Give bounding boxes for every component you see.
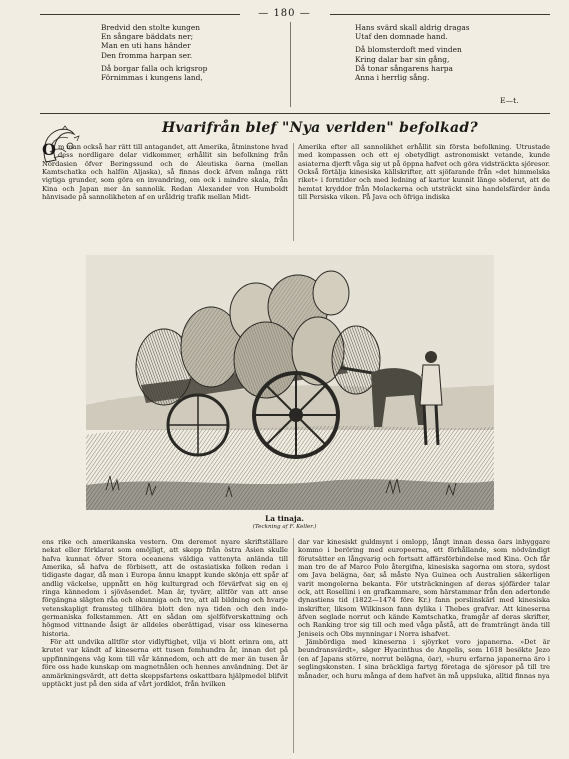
column-divider: [293, 538, 294, 753]
poem-signature: E—t.: [500, 96, 519, 105]
header-rule-left: [40, 14, 240, 15]
poem-line: Anna i herrlig sång.: [355, 73, 430, 83]
paragraph-text: m man också har rätt till antagandet, att Amerika, åtminstone hvad dess nordligare delar vidkommer, erhållit sin befolkning från Nordasien öfver Beringssund och de Aleutiska öarna (mellan Kamtschatka och halfön Aljaska), så finnas dock äfven många rätt vigtiga grunder, som göra en invandring, om ock i mindre skala, från Kina och Japan mer än sannolik. Redan Alexander von Humboldt hänvisade på sannolikheten af en uråldrig trafik mellan Midt-: [42, 143, 288, 202]
poem-line: Hans svärd skall aldrig dragas: [355, 23, 470, 32]
poem-line: Då tonar sångarens harpa: [355, 63, 453, 73]
poem-stanza: [101, 23, 207, 60]
poem-line: Då borgar falla och krigsrop: [101, 63, 208, 73]
poem-stanza: [355, 23, 470, 41]
header-rule-right: [330, 14, 550, 15]
poem-line: Kring dalar bar sin gång,: [355, 54, 450, 64]
paragraph: Amerika efter all sannolikhet erhållit sin första befolkning. Utrustade med kompassen och ett ej obetydligt astronomiskt vetande, kunde asiaterna djerft våga sig ut på öppna hafvet och göra vidsträckta sjöresor. Också förtälja kinesiska källskrifter, att sjöfarande från »det himmelska riket» i forntider och med ledning af kartor kunnit länge söderut, att de hemtat kryddor från Molackerna och utsträckt sina handelsfärder ända till Persiska viken. På Java och öfriga indiska: [298, 143, 550, 202]
poem-line: Den fromma harpan ser.: [101, 50, 193, 60]
oxcart-illustration: [86, 255, 494, 510]
poem-line: Då blomsterdoft med vinden: [355, 45, 462, 55]
poem-divider: [290, 22, 291, 107]
paragraph: För att undvika alltför stor vidlyftighet, vilja vi blott erinra om, att krutet var kändt af kineserna ett tusen femhundra år, innan det på uppfinningens väg kom till vår kännedom, och att de mer än tusen år före oss hade kunskap om magnetnålen och hennes användning. Det är anmärkningsvärdt, att detta skeppsfartens oskattbara hjälpmedel blifvit upptäckt just på den sida af vårt jordklot, från hvilken: [42, 638, 288, 688]
lower-right-column: [298, 538, 550, 680]
paragraph: Jämbördiga med kineserna i sjöyrket voro japanerna. »Det är beundransvärdt», säger Hyacinthus de Angelis, som 1618 besökte Jezo (en af Japans större, norrut belägna, öar), »huru erfarna japanerna äro i seglingskonsten. I sina bräckliga fartyg företaga de sjöresor på till tre månader, och huru många af dem hafvet än må uppslukа, alltid finnas nya: [298, 638, 550, 680]
poem-stanza: [101, 64, 207, 82]
poem-line: En sångare bäddats ner;: [101, 32, 194, 42]
poem-stanza: [355, 45, 470, 82]
illustration-credit: (Teckning af F. Keller.): [252, 524, 317, 530]
column-divider: [293, 143, 294, 241]
intro-left-column: [42, 140, 288, 202]
page-number: — 180 —: [258, 8, 311, 19]
poem-line: Förnimmas i kungens land,: [101, 73, 203, 83]
article-title: Hvarifrån blef "Nya verlden" befolkad?: [161, 120, 479, 136]
paragraph: ens rike och amerikanska vestern. Om deremot nyare skriftställare nekat eller förklarat som omöjligt, att skepp från östra Asien skulle hafva kunnat öfver Stora oceanens väldiga vattenyta anlända till Amerika, så hafva de förbisett, att de ostasiatiska folken redan i tidigaste dagar, då man i Europa ännu knappt kunde skönja ett spår af andlig väckelse, uppnått en hög kulturgrad och förvärfvat sig en ej ringa kännedom i sjöväsendet. Man är, tyvärr, alltför van att anse förgängna slägten råa och okunniga och tro, att all bildning och hvarje vetenskapligt framsteg tillhöra blott den nya tiden och den indo-germaniska folkstammen. Att en sådan om sjelföfverskattning och högmod vittnande åsigt är alldeles oberättigad, visar oss kineserna historia.: [42, 538, 288, 638]
paragraph: dar var kinesiskt guldmynt i omlopp, långt innan dessa öars inbyggare kommo i beröring med europeerna, ett förhållande, som nödvändigt förutsätter en långvarig och fortsatt affärsförbindelse med Kina. Och får man tro de af Marco Polo återgifna, kinesiska sagorna om stora, sydost om Java belägna, öar, så måste Nya Guinea och Australien säkerligen varit mongolerna bekanta. För utsträckningen af deras sjöfärder talar ock, att Rosellini i en grafkammare, som härstammar från den adertonde dynastiens tid (1822—1474 före Kr.) fann porslinskärl med kinesiska inskrifter, liksom Wilkinson fann dylika i Thebes grafvar. Att kineserna äfven seglade norrut och kände Kamtschatka, framgår af deras skrifter, och Ranking tror sig till och med våga påstå, att de framträngt ända till Jeniseis och Obs mynningar i Norra ishafvet.: [298, 538, 550, 638]
poem-right-column: [355, 23, 470, 86]
section-rule: [40, 113, 550, 114]
poem-left-column: [101, 23, 207, 86]
intro-right-column: [298, 143, 550, 201]
illustration-caption: La tinaja.: [265, 514, 304, 523]
drop-cap: O: [42, 140, 56, 159]
paragraph: [42, 140, 288, 202]
poem-line: Man en uti hans händer: [101, 41, 191, 51]
poem-line: Utaf den domnade hand.: [355, 32, 448, 42]
lower-left-column: [42, 538, 288, 688]
poem-line: Bredvid den stolte kungen: [101, 23, 201, 32]
